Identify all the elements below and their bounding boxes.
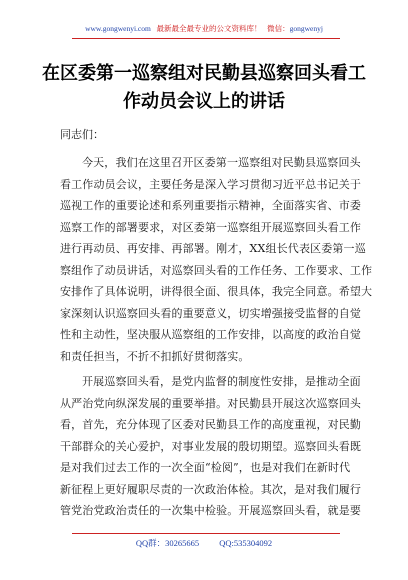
paragraph-line: 看工作动员会议，主要任务是深入学习贯彻习近平总书记关于 <box>60 177 362 191</box>
header-divider <box>72 38 340 39</box>
salutation: 同志们： <box>60 128 104 141</box>
document-body <box>60 152 373 526</box>
paragraph-line: 是对我们过去工作的一次全面“检阅”，也是对我们在新时代 <box>60 461 351 474</box>
paragraph-line: 巡察工作的部署要求，对区委第一巡察组开展巡察回头看工作 <box>60 220 362 234</box>
footer-qq: QQ:535304092 <box>219 538 273 548</box>
paragraph-line: 新征程上更好履职尽责的一次政治体检。其次，是对我们履行 <box>60 482 362 496</box>
paragraph-line: 察组作了动员讲话，对巡察回头看的工作任务、工作要求、工作 <box>60 263 373 277</box>
document-title <box>40 60 368 116</box>
paragraph-line: 今天，我们在这里召开区委第一巡察组对民勤县巡察回头 <box>82 156 361 169</box>
footer-divider <box>72 533 340 534</box>
paragraph-line: 和责任担当，不折不扣抓好贯彻落实。 <box>60 349 250 363</box>
header-site-url[interactable]: www.gongwenyi.com <box>85 24 151 33</box>
paragraph-line: 管党治党政治责任的一次集中检验。开展巡察回头看，就是要 <box>60 504 362 517</box>
paragraph-line: 巡视工作的重要论述和系列重要指示精神，全面落实省、市委 <box>60 199 362 212</box>
header-promo: 最新最全最专业的公文资料库！ <box>156 24 262 33</box>
paragraph-1 <box>60 152 373 367</box>
paragraph-line: 干部群众的关心爱护，对事业发展的殷切期望。巡察回头看既 <box>60 439 362 453</box>
footer-qq-group: QQ群：30265665 <box>135 538 200 548</box>
document-title-line-2: 作动员会议上的讲话 <box>123 91 285 112</box>
document-title-line-1: 在区委第一巡察组对民勤县巡察回头看工 <box>42 63 366 84</box>
paragraph-line: 看，首先，充分体现了区委对民勤县工作的高度重视，对民勤 <box>60 418 362 431</box>
header-bar <box>0 24 408 34</box>
paragraph-line: 性和主动性，坚决服从巡察组的工作安排，以高度的政治自觉 <box>60 328 362 341</box>
header-wechat-id: gongwenyj <box>289 24 323 33</box>
paragraph-line: 安排作了具体说明，讲得很全面、很具体，我完全同意。希望大 <box>60 285 373 298</box>
paragraph-line: 从严治党向纵深发展的重要举措。对民勤县开展这次巡察回头 <box>60 396 362 410</box>
paragraph-line: 开展巡察回头看，是党内监督的制度性安排，是推动全面 <box>82 375 361 388</box>
paragraph-line: 家深刻认识巡察回头看的重要意义，切实增强接受监督的自觉 <box>60 306 362 320</box>
header-wechat-label: 微信： <box>267 24 290 33</box>
footer-bar <box>0 538 408 549</box>
paragraph-2 <box>60 371 362 522</box>
paragraph-line: 进行再动员、再安排、再部署。刚才，XX组长代表区委第一巡 <box>60 242 366 255</box>
